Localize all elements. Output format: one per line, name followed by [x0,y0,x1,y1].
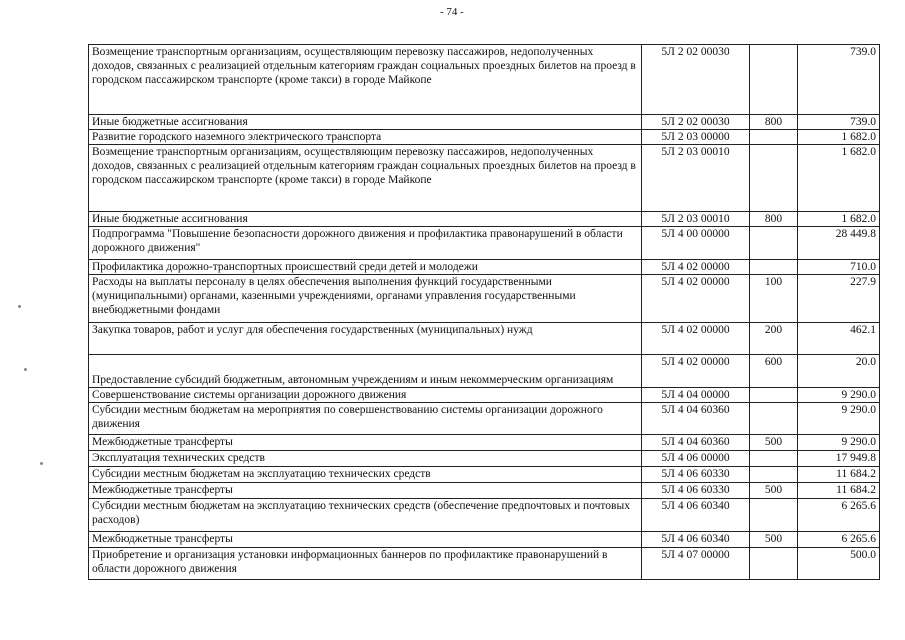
row-name: Приобретение и организация установки информационных баннеров по профилактике правонарушений в области дорожного движения [89,548,642,580]
row-code: 5Л 2 03 00010 [642,145,750,212]
row-code: 5Л 4 06 60340 [642,499,750,532]
row-name: Межбюджетные трансферты [89,435,642,451]
row-name: Эксплуатация технических средств [89,451,642,467]
row-code: 5Л 4 06 60330 [642,483,750,499]
row-code: 5Л 2 02 00030 [642,115,750,130]
row-type: 100 [750,275,798,323]
row-type [750,260,798,275]
row-sum: 11 684.2 [798,467,880,483]
row-name: Субсидии местным бюджетам на мероприятия по совершенствованию системы организации дорожного движения [89,403,642,435]
row-code: 5Л 4 07 00000 [642,548,750,580]
row-name: Возмещение транспортным организациям, осуществляющим перевозку пассажиров, недополученных доходов, связанных с реализацией отдельным категориям граждан социальных проездных билетов на проезд в городском пассажирском транспорте (кроме такси) в городе Майкопе [89,145,642,212]
row-code: 5Л 4 02 00000 [642,275,750,323]
row-sum: 20.0 [798,355,880,388]
row-code: 5Л 2 03 00010 [642,212,750,227]
table-row [89,403,880,435]
row-name: Подпрограмма "Повышение безопасности дорожного движения и профилактика правонарушений в области дорожного движения" [89,227,642,260]
row-name: Иные бюджетные ассигнования [89,212,642,227]
row-name: Межбюджетные трансферты [89,483,642,499]
row-code: 5Л 2 03 00000 [642,130,750,145]
row-sum: 1 682.0 [798,212,880,227]
row-name: Расходы на выплаты персоналу в целях обеспечения выполнения функций государственными (муниципальными) органами, казенными учреждениями, органами управления государственными внебюджетными фондами [89,275,642,323]
row-sum: 28 449.8 [798,227,880,260]
row-sum: 11 684.2 [798,483,880,499]
row-code: 5Л 4 04 60360 [642,403,750,435]
table-row [89,145,880,212]
table-row [89,212,880,227]
table-row [89,388,880,403]
table-row [89,548,880,580]
row-name: Профилактика дорожно-транспортных происшествий среди детей и молодежи [89,260,642,275]
table-row [89,130,880,145]
row-type [750,130,798,145]
row-sum: 1 682.0 [798,130,880,145]
row-sum: 9 290.0 [798,388,880,403]
row-code: 5Л 4 06 60340 [642,532,750,548]
row-type [750,499,798,532]
row-sum: 739.0 [798,115,880,130]
table-row [89,532,880,548]
row-name: Межбюджетные трансферты [89,532,642,548]
page-number: - 74 - [440,6,464,18]
row-type: 500 [750,435,798,451]
row-sum: 9 290.0 [798,403,880,435]
row-type: 500 [750,532,798,548]
table-row [89,115,880,130]
table-row [89,451,880,467]
scan-speck [40,462,43,465]
row-sum: 710.0 [798,260,880,275]
row-code: 5Л 4 06 60330 [642,467,750,483]
table-row [89,227,880,260]
row-sum: 227.9 [798,275,880,323]
row-type [750,451,798,467]
table-row [89,260,880,275]
table-row [89,467,880,483]
row-name: Совершенствование системы организации дорожного движения [89,388,642,403]
budget-table [88,44,880,580]
row-code: 5Л 4 04 60360 [642,435,750,451]
table-row [89,323,880,355]
row-sum: 9 290.0 [798,435,880,451]
row-code: 5Л 4 06 00000 [642,451,750,467]
row-name: Закупка товаров, работ и услуг для обеспечения государственных (муниципальных) нужд [89,323,642,355]
row-code: 5Л 4 04 00000 [642,388,750,403]
row-name: Предоставление субсидий бюджетным, автономным учреждениям и иным некоммерческим организациям [89,355,642,388]
row-sum: 739.0 [798,45,880,115]
row-sum: 6 265.6 [798,532,880,548]
table-row [89,435,880,451]
row-code: 5Л 4 02 00000 [642,260,750,275]
row-code: 5Л 4 00 00000 [642,227,750,260]
table-row [89,499,880,532]
row-sum: 462.1 [798,323,880,355]
row-code: 5Л 4 02 00000 [642,323,750,355]
row-type: 500 [750,483,798,499]
row-name: Субсидии местным бюджетам на эксплуатацию технических средств (обеспечение предпочтовых и почтовых расходов) [89,499,642,532]
table-row [89,355,880,388]
row-name: Субсидии местным бюджетам на эксплуатацию технических средств [89,467,642,483]
row-sum: 17 949.8 [798,451,880,467]
row-type [750,548,798,580]
table-row [89,483,880,499]
table-row [89,275,880,323]
row-code: 5Л 4 02 00000 [642,355,750,388]
row-type [750,403,798,435]
row-type: 800 [750,115,798,130]
row-name: Иные бюджетные ассигнования [89,115,642,130]
row-type [750,467,798,483]
row-sum: 500.0 [798,548,880,580]
row-type [750,388,798,403]
table-row [89,45,880,115]
row-name: Развитие городского наземного электрического транспорта [89,130,642,145]
row-code: 5Л 2 02 00030 [642,45,750,115]
row-sum: 1 682.0 [798,145,880,212]
row-type [750,45,798,115]
row-name: Возмещение транспортным организациям, осуществляющим перевозку пассажиров, недополученных доходов, связанных с реализацией отдельным категориям граждан социальных проездных билетов на проезд в городском пассажирском транспорте (кроме такси) в городе Майкопе [89,45,642,115]
row-type: 800 [750,212,798,227]
row-type: 200 [750,323,798,355]
row-type [750,145,798,212]
row-type: 600 [750,355,798,388]
scan-speck [18,305,21,308]
row-type [750,227,798,260]
scan-speck [24,368,27,371]
row-sum: 6 265.6 [798,499,880,532]
